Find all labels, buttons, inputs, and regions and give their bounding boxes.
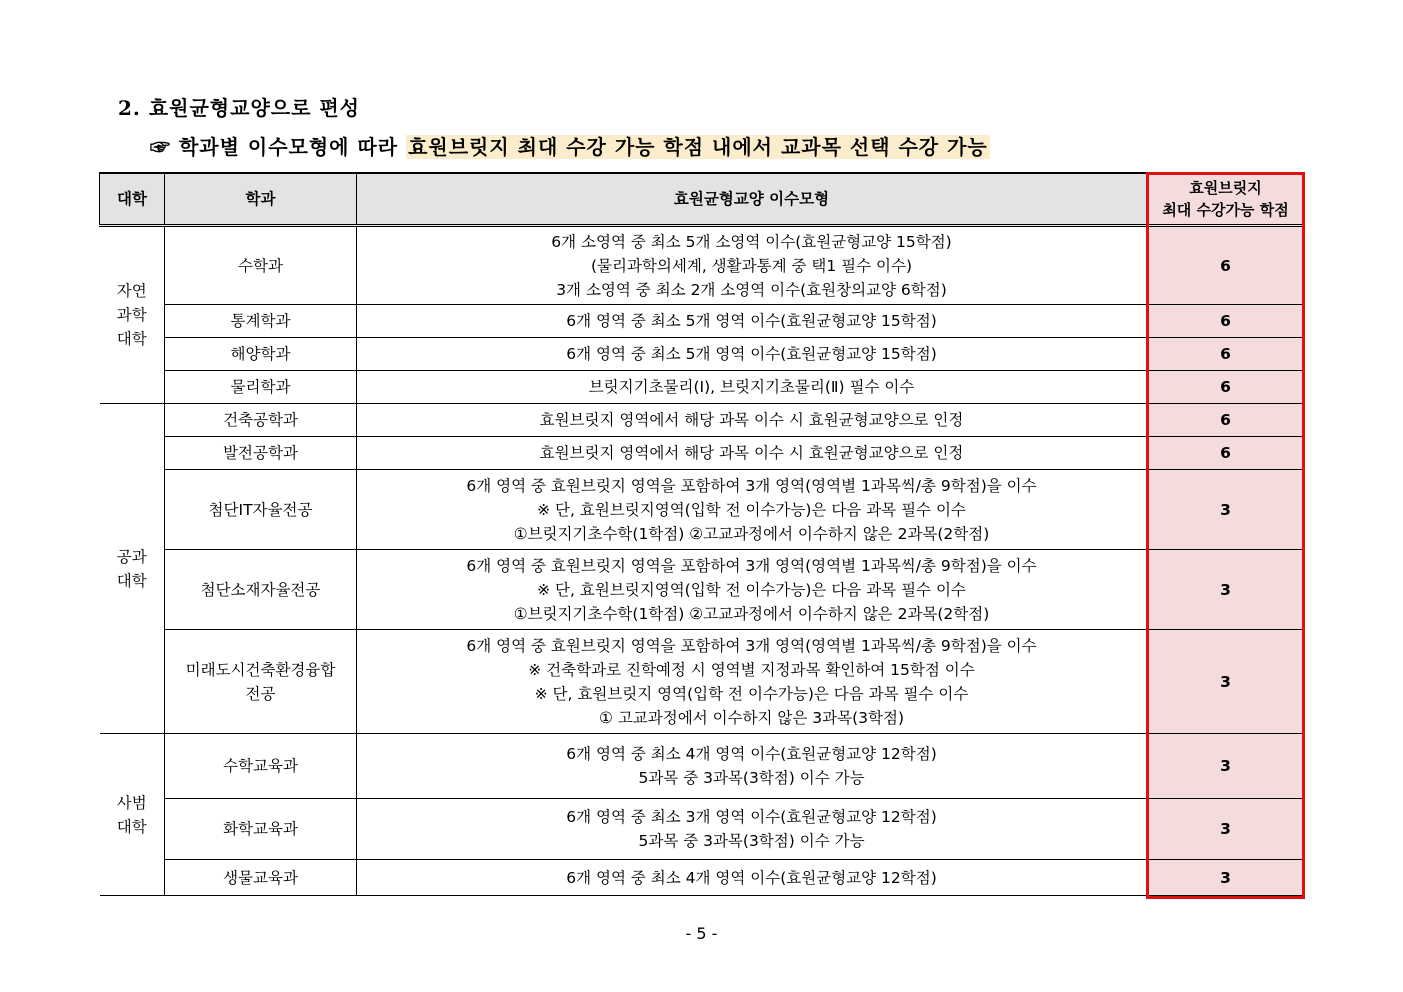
max-credits-cell: 3 — [1147, 550, 1305, 630]
curriculum-table — [99, 172, 1305, 896]
department-cell — [165, 630, 357, 734]
model-line: ※ 단, 효원브릿지영역(입학 전 이수가능)은 다음 과목 필수 이수 — [537, 580, 966, 599]
table-row — [100, 404, 1305, 437]
model-line: 6개 영역 중 최소 4개 영역 이수(효원균형교양 12학점) — [566, 745, 937, 763]
subheading-prefix: ☞ 학과별 이수모형에 따라 — [150, 135, 407, 159]
table-row — [100, 305, 1305, 338]
college-name-line: 대학 — [116, 571, 147, 590]
table-row — [100, 630, 1305, 734]
department-cell — [165, 470, 357, 550]
max-credits-cell: 3 — [1147, 630, 1305, 734]
department-name-line: 화학교육과 — [223, 820, 298, 838]
department-name-line: 물리학과 — [230, 378, 291, 396]
max-credits-cell: 6 — [1147, 437, 1305, 470]
model-line: 6개 영역 중 효원브릿지 영역을 포함하여 3개 영역(영역별 1과목씩/총 9학점)을 이수 — [466, 636, 1037, 655]
department-name-line: 수학교육과 — [223, 757, 298, 775]
department-name-line: 발전공학과 — [223, 444, 298, 462]
model-line: 효원브릿지 영역에서 해당 과목 이수 시 효원균형교양으로 인정 — [539, 411, 964, 429]
header-max-credits-line1: 효원브릿지 — [1189, 179, 1262, 197]
department-name-line: 생물교육과 — [223, 868, 298, 887]
model-cell — [357, 734, 1147, 799]
model-line: 6개 소영역 중 최소 5개 소영역 이수(효원균형교양 15학점) — [551, 232, 952, 251]
section-subheading — [150, 131, 990, 160]
max-credits-cell: 6 — [1147, 338, 1305, 371]
table-header-row — [100, 173, 1305, 226]
model-cell — [357, 799, 1147, 860]
table-row — [100, 550, 1305, 630]
max-credits-cell: 3 — [1147, 799, 1305, 860]
header-department: 학과 — [165, 173, 357, 226]
department-name-line: 첨단IT자율전공 — [208, 500, 313, 519]
max-credits-cell: 6 — [1147, 371, 1305, 404]
college-name-line: 사범 — [116, 793, 147, 812]
department-name-line: 미래도시건축환경융합 — [185, 660, 336, 679]
table-row — [100, 437, 1305, 470]
table-row — [100, 860, 1305, 896]
department-cell — [165, 226, 357, 305]
model-cell — [357, 404, 1147, 437]
table-body — [100, 226, 1305, 896]
department-name-line: 해양학과 — [230, 345, 291, 363]
college-name-line: 대학 — [116, 817, 147, 836]
department-cell — [165, 734, 357, 799]
page-number: - 5 - — [685, 924, 718, 943]
department-cell — [165, 338, 357, 371]
college-name-line: 공과 — [116, 547, 147, 566]
department-cell — [165, 437, 357, 470]
max-credits-cell: 6 — [1147, 226, 1305, 305]
max-credits-cell: 6 — [1147, 404, 1305, 437]
model-line: 5과목 중 3과목(3학점) 이수 가능 — [638, 832, 865, 850]
model-line: ①브릿지기초수학(1학점) ②고교과정에서 이수하지 않은 2과목(2학점) — [513, 524, 990, 543]
model-line: 6개 영역 중 효원브릿지 영역을 포함하여 3개 영역(영역별 1과목씩/총 9학점)을 이수 — [466, 476, 1037, 495]
department-name-line: 건축공학과 — [223, 411, 298, 429]
model-cell — [357, 860, 1147, 896]
table-row — [100, 226, 1305, 305]
model-cell — [357, 550, 1147, 630]
department-name-line: 전공 — [245, 684, 276, 703]
model-line: ※ 단, 효원브릿지 영역(입학 전 이수가능)은 다음 과목 필수 이수 — [534, 684, 969, 703]
max-credits-cell: 6 — [1147, 305, 1305, 338]
model-line: (물리과학의세계, 생활과통계 중 택1 필수 이수) — [590, 256, 913, 275]
department-cell — [165, 371, 357, 404]
department-cell — [165, 404, 357, 437]
header-college: 대학 — [100, 173, 165, 226]
section-heading: 2. 효원균형교양으로 편성 — [118, 96, 361, 120]
table-row — [100, 799, 1305, 860]
subheading-highlight: 효원브릿지 최대 수강 가능 학점 내에서 교과목 선택 수강 가능 — [408, 135, 988, 159]
max-credits-cell: 3 — [1147, 734, 1305, 799]
table-row — [100, 371, 1305, 404]
model-cell — [357, 470, 1147, 550]
college-name-line: 자연 — [116, 282, 147, 300]
model-line: 6개 영역 중 최소 5개 영역 이수(효원균형교양 15학점) — [566, 312, 937, 330]
college-name-line: 과학 — [116, 306, 147, 324]
model-line: 6개 영역 중 최소 3개 영역 이수(효원균형교양 12학점) — [566, 808, 937, 826]
model-line: 6개 영역 중 최소 5개 영역 이수(효원균형교양 15학점) — [566, 345, 937, 363]
model-line: 브릿지기초물리(Ⅰ), 브릿지기초물리(Ⅱ) 필수 이수 — [588, 378, 915, 396]
header-model: 효원균형교양 이수모형 — [357, 173, 1147, 226]
model-cell — [357, 437, 1147, 470]
college-name-line: 대학 — [116, 330, 147, 348]
table-row — [100, 338, 1305, 371]
model-line: ※ 건축학과로 진학예정 시 영역별 지정과목 확인하여 15학점 이수 — [528, 660, 975, 679]
model-cell — [357, 226, 1147, 305]
department-name-line: 통계학과 — [230, 312, 291, 330]
table-row — [100, 470, 1305, 550]
college-cell — [100, 226, 165, 404]
model-cell — [357, 371, 1147, 404]
table-row — [100, 734, 1305, 799]
department-cell — [165, 860, 357, 896]
department-cell — [165, 550, 357, 630]
model-cell — [357, 305, 1147, 338]
model-line: 5과목 중 3과목(3학점) 이수 가능 — [638, 769, 865, 787]
model-line: ①브릿지기초수학(1학점) ②고교과정에서 이수하지 않은 2과목(2학점) — [513, 604, 990, 623]
college-cell — [100, 734, 165, 896]
department-cell — [165, 799, 357, 860]
model-line: ① 고교과정에서 이수하지 않은 3과목(3학점) — [599, 708, 904, 727]
model-cell — [357, 338, 1147, 371]
model-line: ※ 단, 효원브릿지영역(입학 전 이수가능)은 다음 과목 필수 이수 — [537, 500, 966, 519]
max-credits-cell: 3 — [1147, 860, 1305, 896]
model-line: 효원브릿지 영역에서 해당 과목 이수 시 효원균형교양으로 인정 — [539, 444, 964, 462]
department-name-line: 첨단소재자율전공 — [200, 580, 321, 599]
model-line: 3개 소영역 중 최소 2개 소영역 이수(효원창의교양 6학점) — [556, 280, 947, 299]
model-cell — [357, 630, 1147, 734]
model-line: 6개 영역 중 최소 4개 영역 이수(효원균형교양 12학점) — [566, 868, 937, 887]
model-line: 6개 영역 중 효원브릿지 영역을 포함하여 3개 영역(영역별 1과목씩/총 9학점)을 이수 — [466, 556, 1037, 575]
max-credits-cell: 3 — [1147, 470, 1305, 550]
college-cell — [100, 404, 165, 734]
department-cell — [165, 305, 357, 338]
header-max-credits — [1147, 173, 1305, 226]
header-max-credits-line2: 최대 수강가능 학점 — [1162, 201, 1289, 219]
department-name-line: 수학과 — [238, 256, 283, 275]
